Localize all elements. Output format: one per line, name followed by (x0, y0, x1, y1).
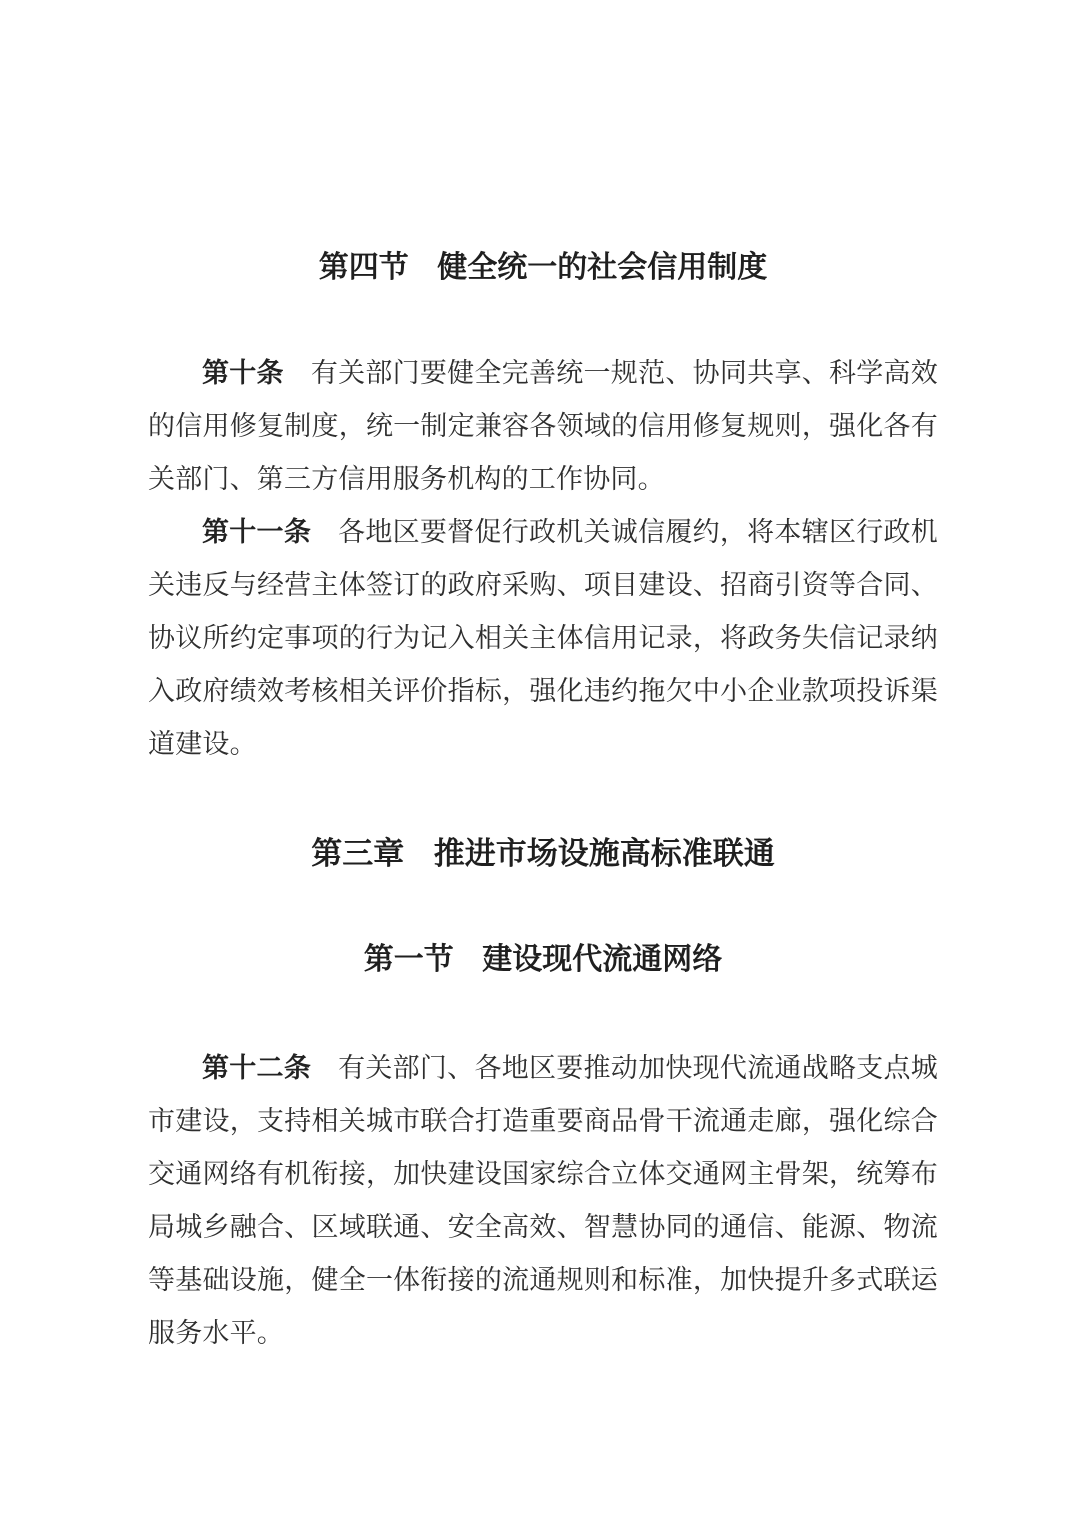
document-content (148, 0, 938, 1360)
article-12-text: 有关部门、各地区要推动加快现代流通战略支点城市建设，支持相关城市联合打造重要商品骨干流通走廊，强化综合交通网络有机衔接，加快建设国家综合立体交通网主骨架，统筹布局城乡融合、区域联通、安全高效、智慧协同的通信、能源、物流等基础设施，健全一体衔接的流通规则和标准，加快提升多式联运服务水平。 (148, 1053, 938, 1349)
article-10-number: 第十条 (202, 358, 284, 389)
section-4-heading (148, 248, 938, 288)
section-1-heading (148, 940, 938, 980)
section-1-number: 第一节 (363, 942, 454, 977)
section-1-title: 建设现代流通网络 (482, 942, 723, 977)
article-11-text: 各地区要督促行政机关诚信履约，将本辖区行政机关违反与经营主体签订的政府采购、项目建设、招商引资等合同、协议所约定事项的行为记入相关主体信用记录，将政务失信记录纳入政府绩效考核相关评价指标，强化违约拖欠中小企业款项投诉渠道建设。 (148, 517, 938, 760)
section-4-title: 健全统一的社会信用制度 (437, 250, 768, 285)
article-12-paragraph (148, 1042, 938, 1360)
chapter-3-number: 第三章 (311, 836, 405, 872)
article-10-text: 有关部门要健全完善统一规范、协同共享、科学高效的信用修复制度，统一制定兼容各领域的信用修复规则，强化各有关部门、第三方信用服务机构的工作协同。 (148, 358, 938, 495)
chapter-3-heading (148, 833, 938, 875)
chapter-3-title: 推进市场设施高标准联通 (433, 836, 775, 872)
section-4-number: 第四节 (318, 250, 409, 285)
article-11-number: 第十一条 (202, 517, 312, 548)
article-11-paragraph (148, 506, 938, 771)
article-10-paragraph (148, 347, 938, 506)
article-12-number: 第十二条 (202, 1053, 312, 1084)
